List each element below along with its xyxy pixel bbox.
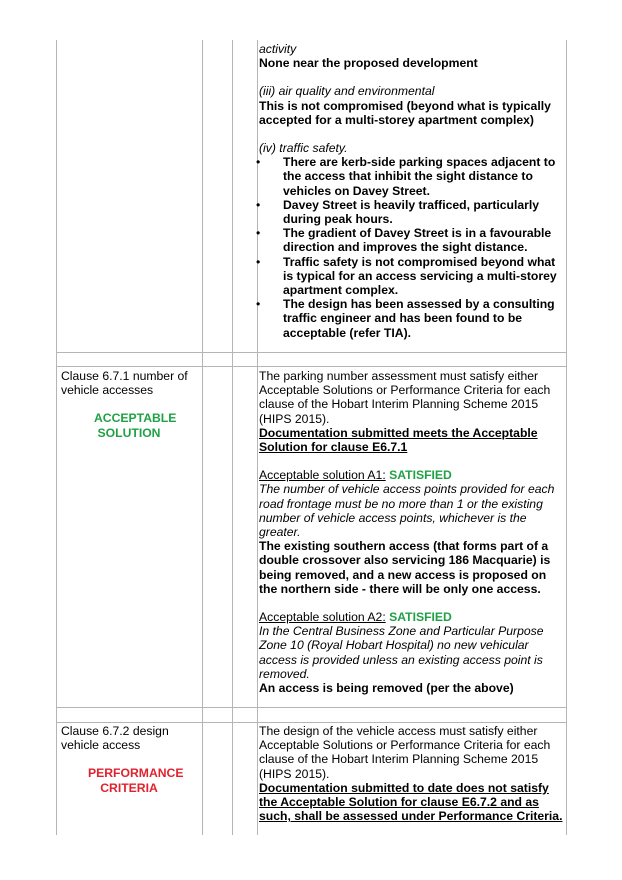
a2-status: SATISFIED <box>389 610 452 625</box>
a1-status: SATISFIED <box>389 468 452 483</box>
a1-requirement: The number of vehicle access points provided for each road frontage must be no more than 1 or the existing number of vehicle access points, whichever is the greater. <box>259 482 555 540</box>
clause-671-content <box>259 369 565 695</box>
table-divider-1 <box>202 40 203 835</box>
clause-672-finding: Documentation submitted to date does not satisfy the Acceptable Solution for clause E6.7.2 and as such, shall be assessed under Performance Criteria. <box>259 780 563 824</box>
traffic-safety-list <box>259 155 565 340</box>
a1-heading <box>259 468 565 482</box>
section-activity-content <box>259 42 565 340</box>
a1-label: Acceptable solution A1: <box>259 468 386 483</box>
list-item: • Davey Street is heavily trafficed, particularly during peak hours. <box>259 198 565 226</box>
traffic-safety-label: (iv) traffic safety. <box>259 141 348 156</box>
table-border-left <box>56 40 57 835</box>
list-item: • There are kerb-side parking spaces adjacent to the access that inhibit the sight distance to vehicles on Davey Street. <box>259 155 565 198</box>
table-divider-2 <box>232 40 233 835</box>
row-separator <box>56 707 567 708</box>
row-separator <box>56 366 567 367</box>
clause-672-intro: The design of the vehicle access must satisfy either Acceptable Solutions or Performance Criteria for each clause of the Hobart Interim Planning Scheme 2015 (HIPS 2015). <box>259 724 551 781</box>
clause-672-title: Clause 6.7.2 design vehicle access <box>61 724 169 753</box>
status-badge-acceptable: ACCEPTABLE SOLUTION <box>94 411 177 440</box>
activity-label: activity <box>259 42 297 56</box>
a2-label: Acceptable solution A2: <box>259 610 386 625</box>
a2-heading <box>259 610 565 624</box>
list-item: • The gradient of Davey Street is in a favourable direction and improves the sight distance. <box>259 226 565 254</box>
activity-response: None near the proposed development <box>259 56 478 71</box>
clause-671-title: Clause 6.7.1 number of vehicle accesses <box>61 369 188 398</box>
status-badge-performance: PERFORMANCE CRITERIA <box>88 766 184 795</box>
table-border-right <box>566 40 567 835</box>
air-quality-label: (iii) air quality and environmental <box>259 84 435 99</box>
air-quality-response: This is not compromised (beyond what is typically accepted for a multi-storey apartment complex) <box>259 98 551 127</box>
clause-672-label-cell <box>58 724 200 795</box>
clause-672-content <box>259 724 565 823</box>
clause-671-finding: Documentation submitted meets the Acceptable Solution for clause E6.7.1 <box>259 425 538 455</box>
list-item: • Traffic safety is not compromised beyond what is typical for an access servicing a multi-storey apartment complex. <box>259 255 565 298</box>
a2-requirement: In the Central Business Zone and Particular Purpose Zone 10 (Royal Hobart Hospital) no new vehicular access is provided unless an existing access point is removed. <box>259 624 544 681</box>
a2-response: An access is being removed (per the above) <box>259 681 514 696</box>
row-separator <box>56 722 567 723</box>
list-item: • The design has been assessed by a consulting traffic engineer and has been found to be acceptable (refer TIA). <box>259 297 565 340</box>
clause-671-label-cell <box>58 369 200 440</box>
row-separator <box>56 352 567 353</box>
clause-671-intro: The parking number assessment must satisfy either Acceptable Solutions or Performance Criteria for each clause of the Hobart Interim Planning Scheme 2015 (HIPS 2015). <box>259 369 551 426</box>
a1-response: The existing southern access (that forms part of a double crossover also servicing 186 Macquarie) is being removed, and a new access is proposed on the northern side - there will be only one access. <box>259 539 551 596</box>
